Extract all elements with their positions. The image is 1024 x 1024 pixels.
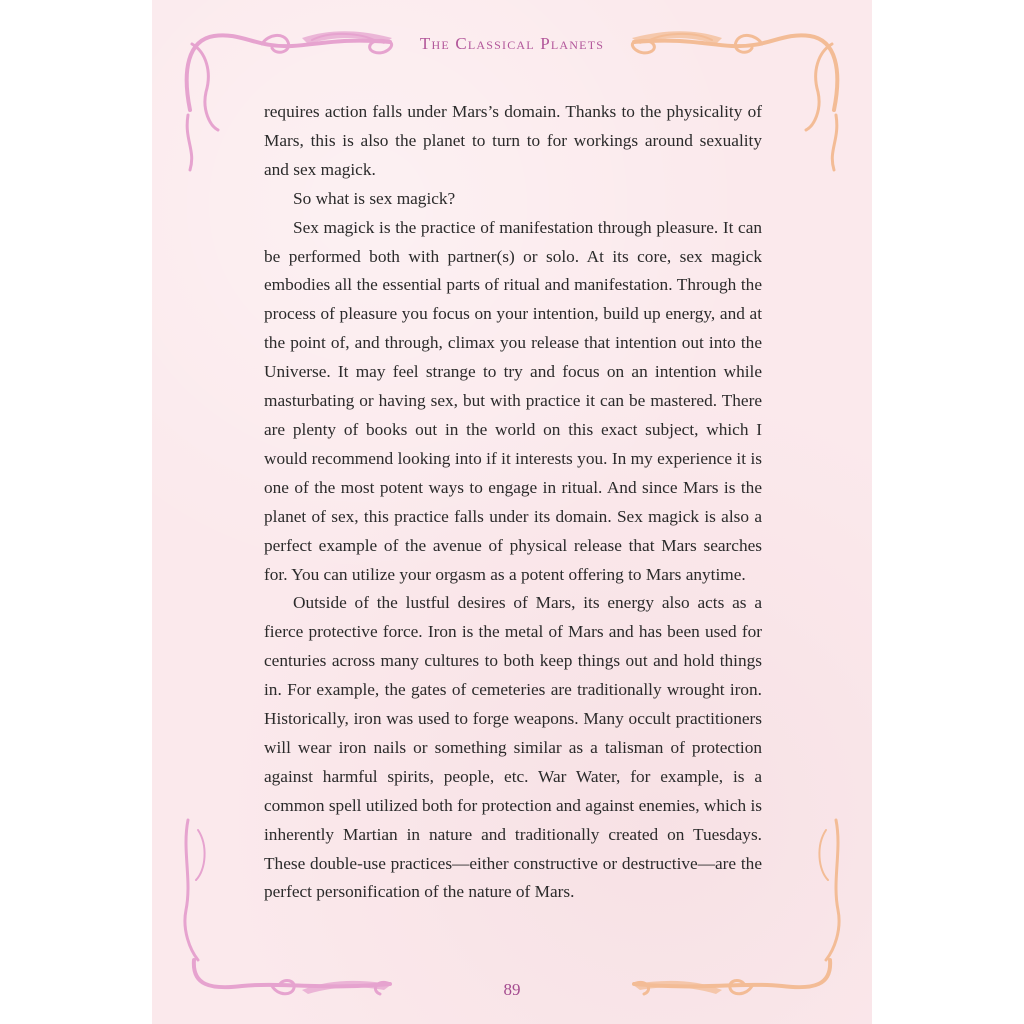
running-head: The Classical Planets xyxy=(419,34,605,53)
paragraph: Outside of the lustful desires of Mars, its energy also acts as a fierce protective force. Iron is the metal of Mars and has been used for centuries across many cultures to both keep things out and hold things in. For example, the gates of cemeteries are traditionally wrought iron. Historically, iron was used to forge weapons. Many occult practitioners will wear iron nails or something similar as a talisman of protection against harmful spirits, people, etc. War Water, for example, is a common spell utilized both for protection and against enemies, which is inherently Martian in nature and traditionally created on Tuesdays. These double-use practices—either constructive or destructive—are the perfect personification of the nature of Mars. xyxy=(264,593,762,902)
ornament-right-side xyxy=(819,115,839,960)
page-number: 89 xyxy=(503,980,521,999)
paragraph: requires action falls under Mars’s domain. Thanks to the physicality of Mars, this is also the planet to turn to for workings around sexuality and sex magick. xyxy=(264,102,762,179)
body-text xyxy=(264,98,762,907)
paragraph: So what is sex magick? xyxy=(293,188,456,208)
book-page xyxy=(152,0,872,1024)
paragraph: Sex magick is the practice of manifestation through pleasure. It can be performed both with partner(s) or solo. At its core, sex magick embodies all the essential parts of ritual and manifestation. Through the process of pleasure you focus on your intention, build up energy, and at the point of, and through, climax you release that intention out into the Universe. It may feel strange to try and focus on an intention while masturbating or having sex, but with practice it can be mastered. There are plenty of books out in the world on this exact subject, which I would recommend looking into if it interests you. In my experience it is one of the most potent ways to engage in ritual. And since Mars is the planet of sex, this practice falls under its domain. Sex magick is also a perfect example of the avenue of physical release that Mars searches for. You can utilize your orgasm as a potent offering to Mars anytime. xyxy=(264,217,762,584)
ornament-left-side xyxy=(185,115,205,960)
